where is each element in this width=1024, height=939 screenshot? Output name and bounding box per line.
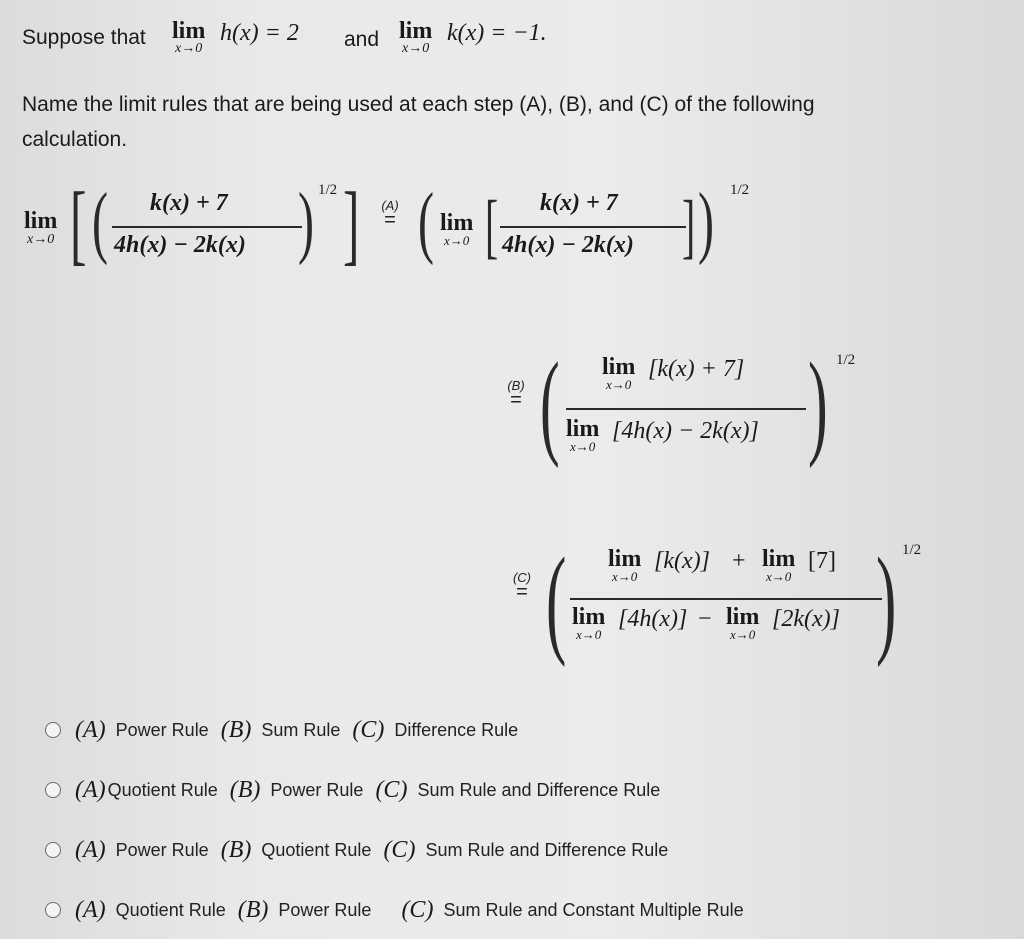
option-1-radio[interactable] xyxy=(45,722,61,738)
c-num-term-1: [k(x)] xyxy=(654,548,710,574)
option-3-c-rule: Sum Rule and Difference Rule xyxy=(425,839,669,860)
a-exponent: 1/2 xyxy=(730,182,750,198)
step-c-equals: (C) = xyxy=(512,570,532,603)
option-1-b-label: (B) xyxy=(220,716,252,743)
c-plus: + xyxy=(732,548,746,574)
option-3-c-label: (C) xyxy=(383,836,416,863)
c-fraction-bar xyxy=(570,598,882,600)
b-den-limit: lim x→0 xyxy=(566,416,600,454)
a-numerator: k(x) + 7 xyxy=(540,190,618,216)
option-4-c-rule: Sum Rule and Constant Multiple Rule xyxy=(443,899,744,920)
option-3-a-label: (A) xyxy=(75,836,106,863)
option-2-c-label: (C) xyxy=(375,776,408,803)
b-exponent: 1/2 xyxy=(836,352,856,368)
a-fraction-bar xyxy=(500,226,686,228)
lhs-denominator: 4h(x) − 2k(x) xyxy=(114,232,246,258)
option-4[interactable] xyxy=(45,893,756,927)
left-bracket: [ xyxy=(70,175,87,274)
lhs-exponent: 1/2 xyxy=(318,182,338,198)
option-2-radio[interactable] xyxy=(45,782,61,798)
option-1-b-rule: Sum Rule xyxy=(261,719,341,740)
option-2-c-rule: Sum Rule and Difference Rule xyxy=(417,779,661,800)
option-3-b-label: (B) xyxy=(220,836,252,863)
c-num-limit-1: lim x→0 xyxy=(608,546,642,584)
option-4-b-rule: Power Rule xyxy=(278,899,372,920)
option-3[interactable] xyxy=(45,833,680,867)
right-bracket: ] xyxy=(343,175,360,274)
a-denominator: 4h(x) − 2k(x) xyxy=(502,232,634,258)
c-num-limit-2: lim x→0 xyxy=(762,546,796,584)
option-4-radio[interactable] xyxy=(45,902,61,918)
c-den-limit-1: lim x→0 xyxy=(572,604,606,642)
c-num-term-2: [7] xyxy=(808,548,836,574)
option-3-a-rule: Power Rule xyxy=(115,839,209,860)
b-right-paren: ) xyxy=(808,338,828,469)
step-b-equals: (B) = xyxy=(507,378,525,411)
given-limit-k: lim x→0 xyxy=(399,18,433,56)
step-a-equals: (A) = xyxy=(381,198,399,231)
option-4-c-label: (C) xyxy=(401,896,434,923)
option-4-b-label: (B) xyxy=(237,896,269,923)
instruction-line-1: Name the limit rules that are being used at each step (A), (B), and (C) of the following xyxy=(22,93,815,116)
lhs-limit: lim x→0 xyxy=(24,208,58,247)
intro-text: Suppose that xyxy=(22,26,146,49)
option-1-c-label: (C) xyxy=(352,716,385,743)
a-right-bracket: ] xyxy=(682,186,696,266)
given-limit-h: lim x→0 xyxy=(172,18,206,56)
option-2-b-rule: Power Rule xyxy=(270,779,364,800)
right-paren: ) xyxy=(298,178,314,266)
option-3-radio[interactable] xyxy=(45,842,61,858)
b-denominator: [4h(x) − 2k(x)] xyxy=(612,418,759,444)
c-right-paren: ) xyxy=(876,533,897,668)
option-1-c-rule: Difference Rule xyxy=(394,719,519,740)
given-k-value: k(x) = −1. xyxy=(447,20,547,46)
c-den-term-1: [4h(x)] xyxy=(618,606,688,632)
c-den-limit-2: lim x→0 xyxy=(726,604,760,642)
option-2[interactable] xyxy=(45,773,672,807)
left-paren: ( xyxy=(92,178,108,266)
option-4-a-rule: Quotient Rule xyxy=(115,899,226,920)
connector-and: and xyxy=(344,28,380,51)
a-outer-right-paren: ) xyxy=(698,178,714,266)
a-outer-left-paren: ( xyxy=(418,178,434,266)
given-h-value: h(x) = 2 xyxy=(220,20,299,46)
option-1-a-rule: Power Rule xyxy=(115,719,209,740)
c-left-paren: ( xyxy=(546,533,567,668)
instruction-line-2: calculation. xyxy=(22,128,128,151)
b-num-limit: lim x→0 xyxy=(602,354,636,392)
option-4-a-label: (A) xyxy=(75,896,106,923)
option-3-b-rule: Quotient Rule xyxy=(261,839,372,860)
option-2-a-rule: Quotient Rule xyxy=(107,779,218,800)
option-1-a-label: (A) xyxy=(75,716,106,743)
b-fraction-bar xyxy=(566,408,806,410)
c-exponent: 1/2 xyxy=(902,542,922,558)
b-left-paren: ( xyxy=(540,338,560,469)
option-2-a-label: (A) xyxy=(75,776,106,803)
lhs-fraction-bar xyxy=(112,226,302,228)
a-left-bracket: [ xyxy=(485,186,499,266)
a-limit: lim x→0 xyxy=(440,210,474,248)
option-2-b-label: (B) xyxy=(229,776,261,803)
b-numerator: [k(x) + 7] xyxy=(648,356,745,382)
c-minus: − xyxy=(698,606,712,632)
c-den-term-2: [2k(x)] xyxy=(772,606,840,632)
lhs-numerator: k(x) + 7 xyxy=(150,190,228,216)
option-1[interactable] xyxy=(45,713,530,747)
